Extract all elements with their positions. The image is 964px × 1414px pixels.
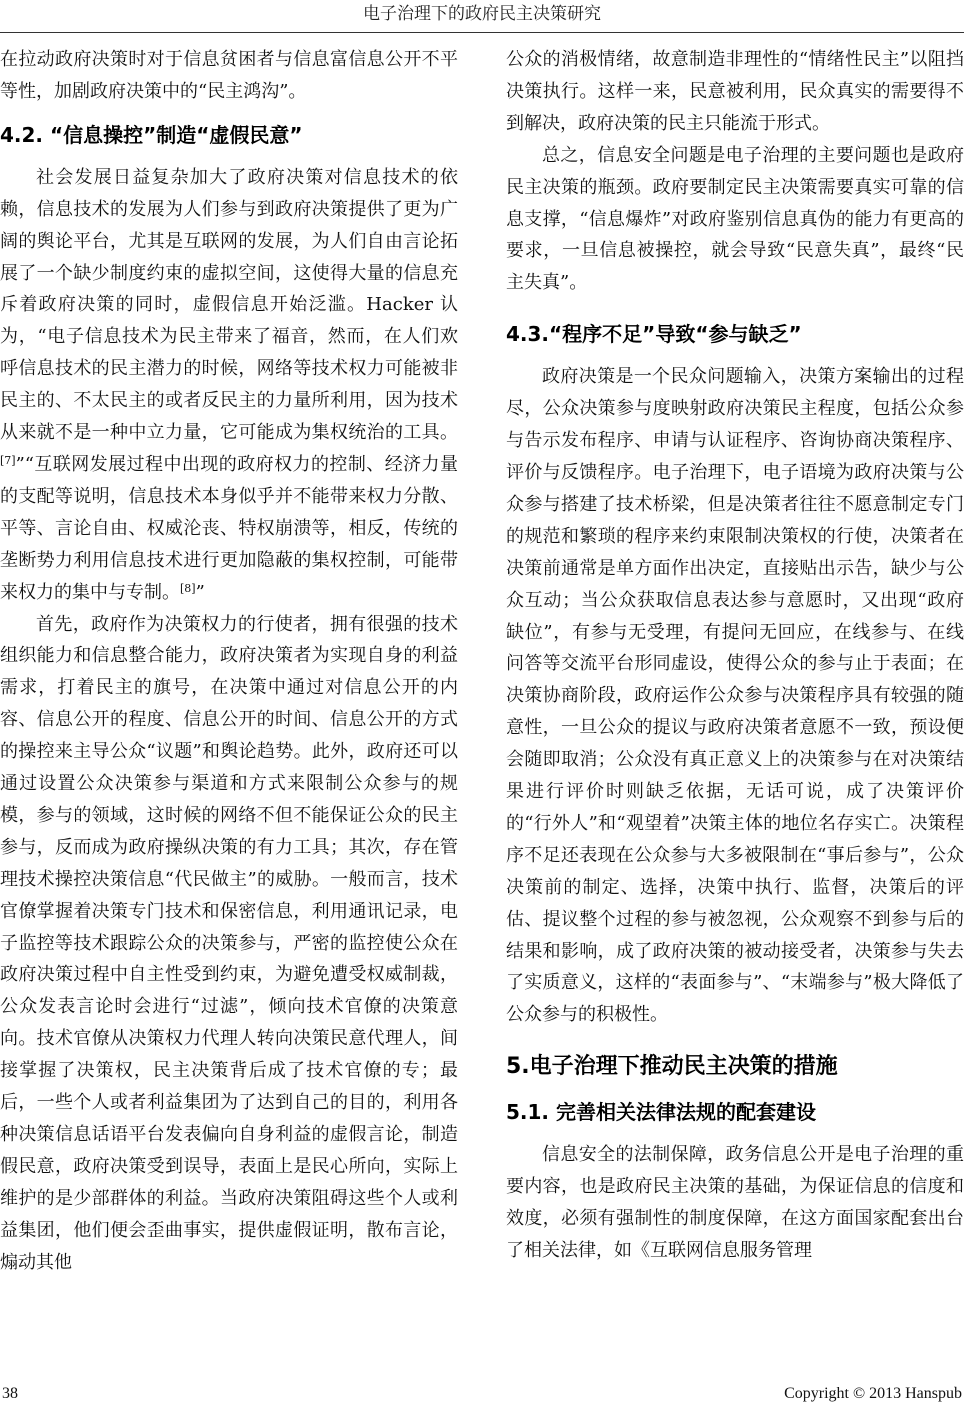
paragraph-procedure: 政府决策是一个民众问题输入，决策方案输出的过程尽，公众决策参与度映射政府决策民主程度，包括公众参与告示发布程序、申请与认证程序、咨询协商决策程序、评价与反馈程序。电子治理下，电子语境为政府决策与公众参与搭建了技术桥梁，但是决策者往往不愿意制定专门的规范和繁琐的程序来约束限制决策权的行使，决策者在决策前通常是单方面作出决定，直接贴出示告，缺少与公众互动；当公众获取信息表达参与意愿时，又出现“政府缺位”，有参与无受理，有提问无回应，在线参与、在线问答等交流平台形同虚设，使得公众的参与止于表面；在决策协商阶段，政府运作公众参与决策程序具有较强的随意性，一旦公众的提议与政府决策者意愿不一致，预设便会随即取消；公众没有真正意义上的决策参与在对决策结果进行评价时则缺乏依据，无话可说，成了决策评价的“行外人”和“观望着”决策主体的地位名存实亡。决策程序不足还表现在公众参与大多被限制在“事后参与”，公众决策前的制定、选择，决策中执行、监督，决策后的评估、提议整个过程的参与被忽视，公众观察不到参与后的结果和影响，成了政府决策的被动接受者，决策参与失去了实质意义，这样的“表面参与”、“末端参与”极大降低了公众参与的积极性。	[506, 366, 964, 1026]
section-heading-5-1: 5.1. 完善相关法律法规的配套建设	[506, 1100, 816, 1125]
paragraph-information-technology	[0, 162, 458, 609]
citation-ref-8: [8]	[180, 581, 196, 595]
copyright-notice: Copyright © 2013 Hanspub	[784, 1385, 962, 1402]
citation-ref-7: [7]	[0, 453, 16, 467]
paragraph-text: ”	[195, 581, 205, 603]
paragraph-text: ”“互联网发展过程中出现的政府权力的控制、经济力量的支配等说明，信息技术本身似乎并不能带来权力分散、平等、言论自由、权威沦丧、特权崩溃等，相反，传统的垄断势力利用信息技术进行更加隐蔽的集权控制，可能带来权力的集中与专制。	[0, 453, 458, 603]
section-heading-4-2: 4.2. “信息操控”制造“虚假民意”	[0, 122, 303, 147]
paragraph-text: 社会发展日益复杂加大了政府决策对信息技术的依赖，信息技术的发展为人们参与到政府决策提供了更为广阔的舆论平台，尤其是互联网的发展，为人们自由言论拓展了一个缺少制度约束的虚拟空间，这使得大量的信息充斥着政府决策的同时，虚假信息开始泛滥。Hacker 认为，“电子信息技术为民主带来了福音，然而，在人们欢呼信息技术的民主潜力的时候，网络等技术权力可能被非民主的、不太民主的或者反民主的力量所利用，因为技术从来就不是一种中立力量，它可能成为集权统治的工具。	[0, 166, 458, 444]
left-column	[0, 44, 458, 1374]
page-footer	[0, 1380, 964, 1410]
paragraph-continued: 在拉动政府决策时对于信息贫困者与信息富信息公开不平等性，加剧政府决策中的“民主鸿沟”。	[0, 49, 458, 102]
header-divider	[0, 32, 964, 33]
paragraph-continued: 公众的消极情绪，故意制造非理性的“情绪性民主”以阻挡决策执行。这样一来，民意被利用，民众真实的需要得不到解决，政府决策的民主只能流于形式。	[506, 49, 964, 134]
section-heading-5: 5.电子治理下推动民主决策的措施	[506, 1054, 838, 1080]
paragraph-legal-guarantee: 信息安全的法制保障，政务信息公开是电子治理的重要内容，也是政府民主决策的基础，为保证信息的信度和效度，必须有强制性的制度保障，在这方面国家配套出台了相关法律，如《互联网信息服务管理	[506, 1144, 964, 1261]
paragraph-summary: 总之，信息安全问题是电子治理的主要问题也是政府民主决策的瓶颈。政府要制定民主决策需要真实可靠的信息支撑，“信息爆炸”对政府鉴别信息真伪的能力有更高的要求，一旦信息被操控，就会导致“民意失真”，最终“民主失真”。	[506, 144, 964, 294]
paragraph-government-control: 首先，政府作为决策权力的行使者，拥有很强的技术组织能力和信息整合能力，政府决策者为实现自身的利益需求，打着民主的旗号，在决策中通过对信息公开的内容、信息公开的程度、信息公开的时间、信息公开的方式的操控来主导公众“议题”和舆论趋势。此外，政府还可以通过设置公众决策参与渠道和方式来限制公众参与的规模，参与的领域，这时候的网络不但不能保证公众的民主参与，反而成为政府操纵决策的有力工具；其次，存在管理技术操控决策信息“代民做主”的威胁。一般而言，技术官僚掌握着决策专门技术和保密信息，利用通讯记录，电子监控等技术跟踪公众的决策参与，严密的监控使公众在政府决策过程中自主性受到约束，为避免遭受权威制裁，公众发表言论时会进行“过滤”，倾向技术官僚的决策意向。技术官僚从决策权力代理人转向决策民意代理人，间接掌握了决策权，民主决策背后成了技术官僚的专；最后，一些个人或者利益集团为了达到自己的目的，利用各种决策信息话语平台发表偏向自身利益的虚假言论，制造假民意，政府决策受到误导，表面上是民心所向，实际上维护的是少部群体的利益。当政府决策阻碍这些个人或利益集团，他们便会歪曲事实，提供虚假证明，散布言论，煽动其他	[0, 613, 458, 1273]
page-number: 38	[2, 1385, 18, 1402]
right-column	[506, 44, 964, 1374]
running-header: 电子治理下的政府民主决策研究	[363, 4, 601, 24]
section-heading-4-3: 4.3.“程序不足”导致“参与缺乏”	[506, 322, 802, 347]
